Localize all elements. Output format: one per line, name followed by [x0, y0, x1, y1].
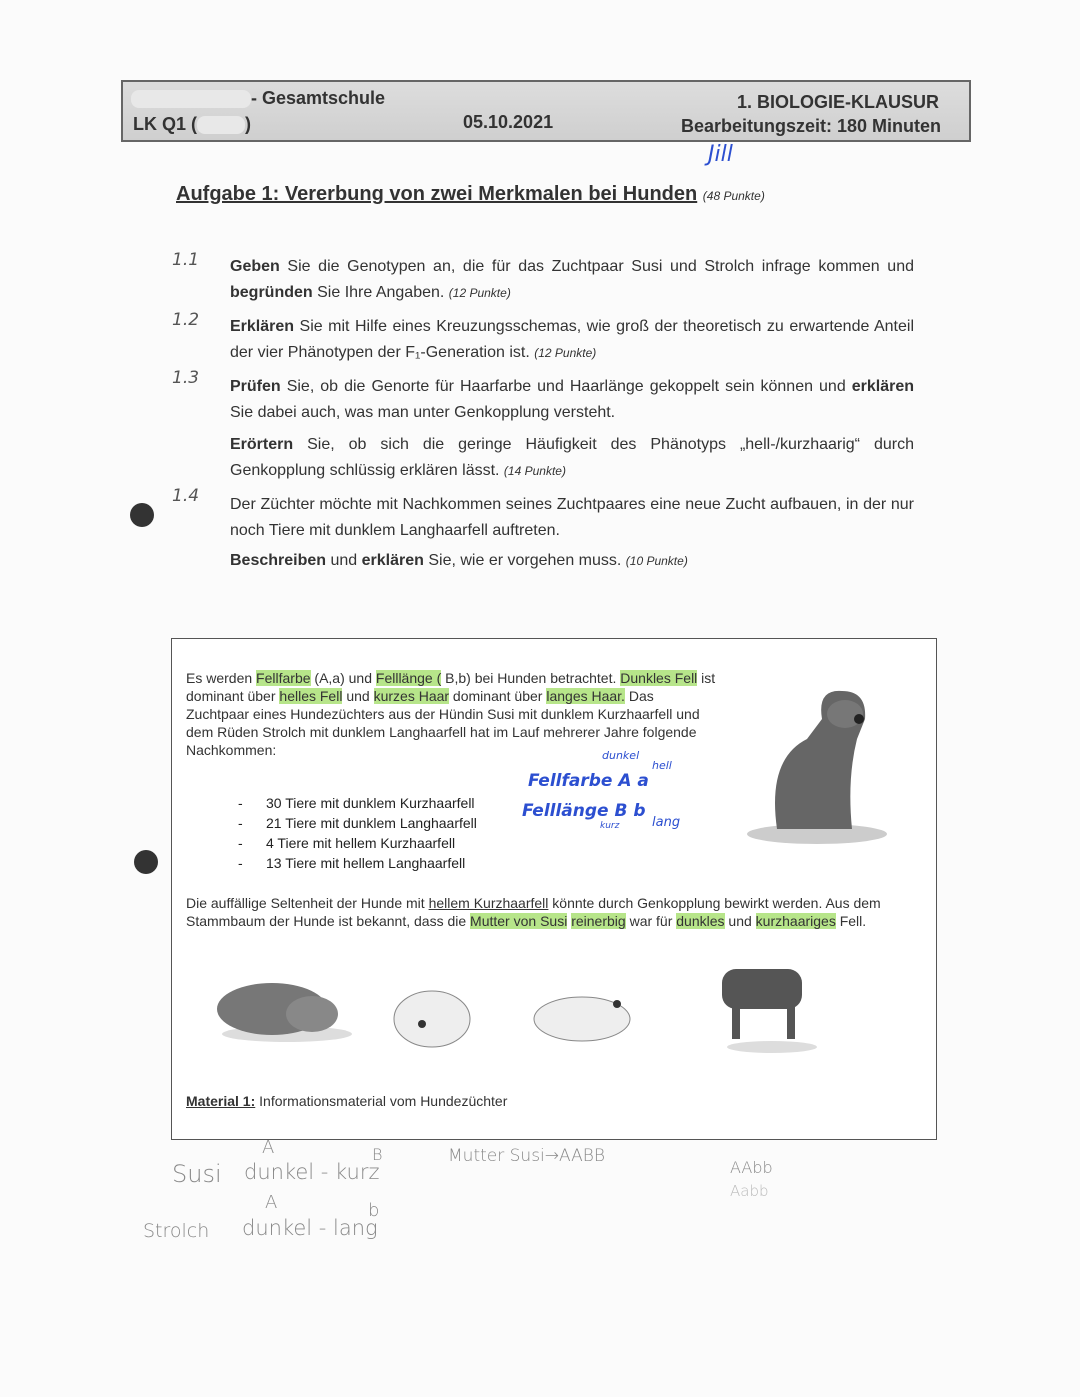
- operator: erklären: [851, 378, 914, 395]
- subtask-text: Der Züchter möchte mit Nachkommen seines Zuchtpaares eine neue Zucht aufbauen, in der nur noch Tiere mit dunklem Langhaarfell auftreten.: [230, 496, 914, 539]
- rolling-dog-icon: [394, 991, 470, 1047]
- subtask-text: Sie, ob die Genorte für Haarfarbe und Haarlänge gekoppelt sein können und: [280, 378, 852, 395]
- note-dunkel: dunkel: [602, 749, 640, 762]
- text-fragment: -: [238, 835, 243, 851]
- text-fragment: 4 Tiere mit hellem Kurzhaarfell: [266, 835, 456, 851]
- text-fragment: (A,a) und: [310, 670, 376, 686]
- note-hell: hell: [652, 759, 672, 772]
- text-fragment: 13 Tiere mit hellem Langhaarfell: [266, 855, 466, 871]
- text-fragment: und: [342, 688, 374, 704]
- note-felllaenge: Felllänge B b: [522, 801, 646, 821]
- pencil-note: dunkel - kurz: [244, 1160, 380, 1184]
- subtask-1-2: [230, 314, 914, 366]
- pencil-note: B: [372, 1145, 383, 1164]
- operator: erklären: [361, 552, 424, 569]
- list-item: [238, 813, 477, 833]
- text-fragment: Fell.: [835, 913, 867, 929]
- highlight: Fellfarbe: [256, 670, 311, 686]
- highlight: helles Fell: [279, 688, 343, 704]
- subtask-text: Sie Ihre Angaben.: [312, 284, 449, 301]
- subtask-number: 1.4: [172, 486, 200, 506]
- punch-hole: [134, 850, 158, 874]
- task-title-text: Aufgabe 1: Vererbung von zwei Merkmalen bei Hunden: [176, 183, 698, 205]
- pencil-note: Susi: [172, 1160, 222, 1188]
- subtask-text: und: [326, 552, 362, 569]
- list-item: [238, 853, 477, 873]
- highlight: dunkles: [676, 913, 725, 929]
- subtask-text: Sie, wie er vorgehen muss.: [423, 552, 626, 569]
- task-points: (48 Punkte): [702, 189, 765, 203]
- material-box: [171, 638, 937, 1140]
- text-fragment: B,b) bei Hunden betrachtet.: [441, 670, 621, 686]
- running-dog-icon: [534, 997, 630, 1041]
- note-fellfarbe: Fellfarbe A a: [528, 771, 649, 791]
- highlight: reinerbig: [571, 913, 626, 929]
- text-fragment: 21 Tiere mit dunklem Langhaarfell: [266, 815, 477, 831]
- subtask-number: 1.3: [172, 368, 200, 388]
- text-fragment: könnte durch Genkopplung bewirkt werden. Aus dem Stammbaum der Hunde ist bekannt, dass die: [186, 895, 881, 929]
- note-lang: lang: [652, 815, 681, 830]
- subtask-1-3: [230, 374, 914, 484]
- subtask-text: Sie die Genotypen an, die für das Zuchtpaar Susi und Strolch infrage kommen und: [279, 258, 914, 275]
- subtask-number: 1.2: [172, 310, 200, 330]
- text-fragment: und: [724, 913, 756, 929]
- text-fragment: -: [238, 815, 243, 831]
- standing-dog-icon: [722, 969, 817, 1053]
- operator: Erklären: [230, 318, 295, 335]
- pencil-note: Strolch: [143, 1220, 210, 1242]
- pencil-note: Aabb: [730, 1182, 769, 1200]
- note-kurz: kurz: [600, 821, 620, 831]
- subtask-1-1: [230, 254, 914, 306]
- material-intro: [186, 669, 716, 759]
- list-item: [238, 833, 477, 853]
- list-item: [238, 793, 477, 813]
- text-fragment: -: [238, 795, 243, 811]
- task-title: [176, 183, 765, 206]
- text-fragment: -: [238, 855, 243, 871]
- exam-duration: Bearbeitungszeit: 180 Minuten: [680, 116, 941, 136]
- pencil-note: A: [262, 1137, 275, 1158]
- highlight: langes Haar.: [546, 688, 625, 704]
- dog-illustrations: [202, 949, 842, 1069]
- text-fragment: 30 Tiere mit dunklem Kurzhaarfell: [266, 795, 475, 811]
- student-name: Jill: [708, 142, 733, 167]
- course-close: ): [245, 114, 252, 134]
- operator: Geben: [230, 258, 280, 275]
- text-fragment: hellem Kurzhaarfell: [428, 895, 549, 911]
- text-fragment: dominant über: [449, 688, 547, 704]
- redacted-name: [131, 90, 251, 108]
- course: LK Q1 (: [133, 114, 198, 134]
- text-fragment: Das Zuchtpaar eines Hundezüchters aus der Hündin Susi mit dunklem Kurzhaarfell und dem Rüden Strolch mit dunklem Langhaarfell hat im Lauf mehrerer Jahre folgende Nachkommen:: [186, 688, 700, 758]
- subtask-1-4: [230, 492, 914, 574]
- subtask-points: (12 Punkte): [448, 286, 511, 300]
- material-genkopplung: [186, 894, 916, 930]
- highlight: kurzes Haar: [373, 688, 450, 704]
- highlight: Dunkles Fell: [620, 670, 698, 686]
- text-fragment: Material 1:: [186, 1093, 256, 1109]
- operator: Beschreiben: [230, 552, 327, 569]
- highlight: kurzhaariges: [755, 913, 836, 929]
- highlight: Felllänge (: [375, 670, 442, 686]
- pencil-note: b: [368, 1200, 380, 1221]
- operator: Erörtern: [230, 436, 294, 453]
- redacted-teacher: [197, 116, 245, 134]
- operator: Prüfen: [230, 378, 281, 395]
- school-name: - Gesamtschule: [251, 88, 386, 108]
- punch-hole: [130, 503, 154, 527]
- text-fragment: Es werden: [186, 670, 257, 686]
- text-fragment: ist dominant über: [186, 670, 716, 704]
- lying-dog-icon: [217, 983, 352, 1042]
- subtask-points: (12 Punkte): [534, 346, 597, 360]
- pencil-note: AAbb: [730, 1158, 773, 1177]
- operator: begründen: [230, 284, 313, 301]
- text-fragment: Die auffällige Seltenheit der Hunde mit: [186, 895, 429, 911]
- exam-date: 05.10.2021: [463, 112, 554, 132]
- subtask-number: 1.1: [172, 250, 200, 270]
- text-fragment: war für: [625, 913, 677, 929]
- highlight: Mutter von Susi: [470, 913, 568, 929]
- pencil-note: Mutter Susi→AABB: [448, 1146, 606, 1166]
- material-caption: [186, 1092, 507, 1110]
- exam-title: 1. BIOLOGIE-KLAUSUR: [736, 92, 939, 112]
- subtask-text: Sie mit Hilfe eines Kreuzungsschemas, wie groß der theoretisch zu erwartende Anteil der vier Phänotypen der F₁-Generation ist.: [230, 318, 914, 361]
- pencil-note: A: [265, 1192, 278, 1213]
- subtask-text: Sie, ob sich die geringe Häufigkeit des Phänotyps „hell-/kurzhaarig“ durch Genkopplung schlüssig erklären lässt.: [230, 436, 914, 479]
- subtask-points: (14 Punkte): [503, 464, 566, 478]
- subtask-text: Sie dabei auch, was man unter Genkopplung versteht.: [230, 404, 616, 421]
- pencil-note: dunkel - lang: [242, 1216, 378, 1240]
- sitting-dog-illustration: [737, 679, 887, 849]
- subtask-points: (10 Punkte): [625, 554, 688, 568]
- offspring-list: [238, 793, 477, 873]
- text-fragment: Informationsmaterial vom Hundezüchter: [255, 1093, 508, 1109]
- exam-header: [121, 80, 971, 142]
